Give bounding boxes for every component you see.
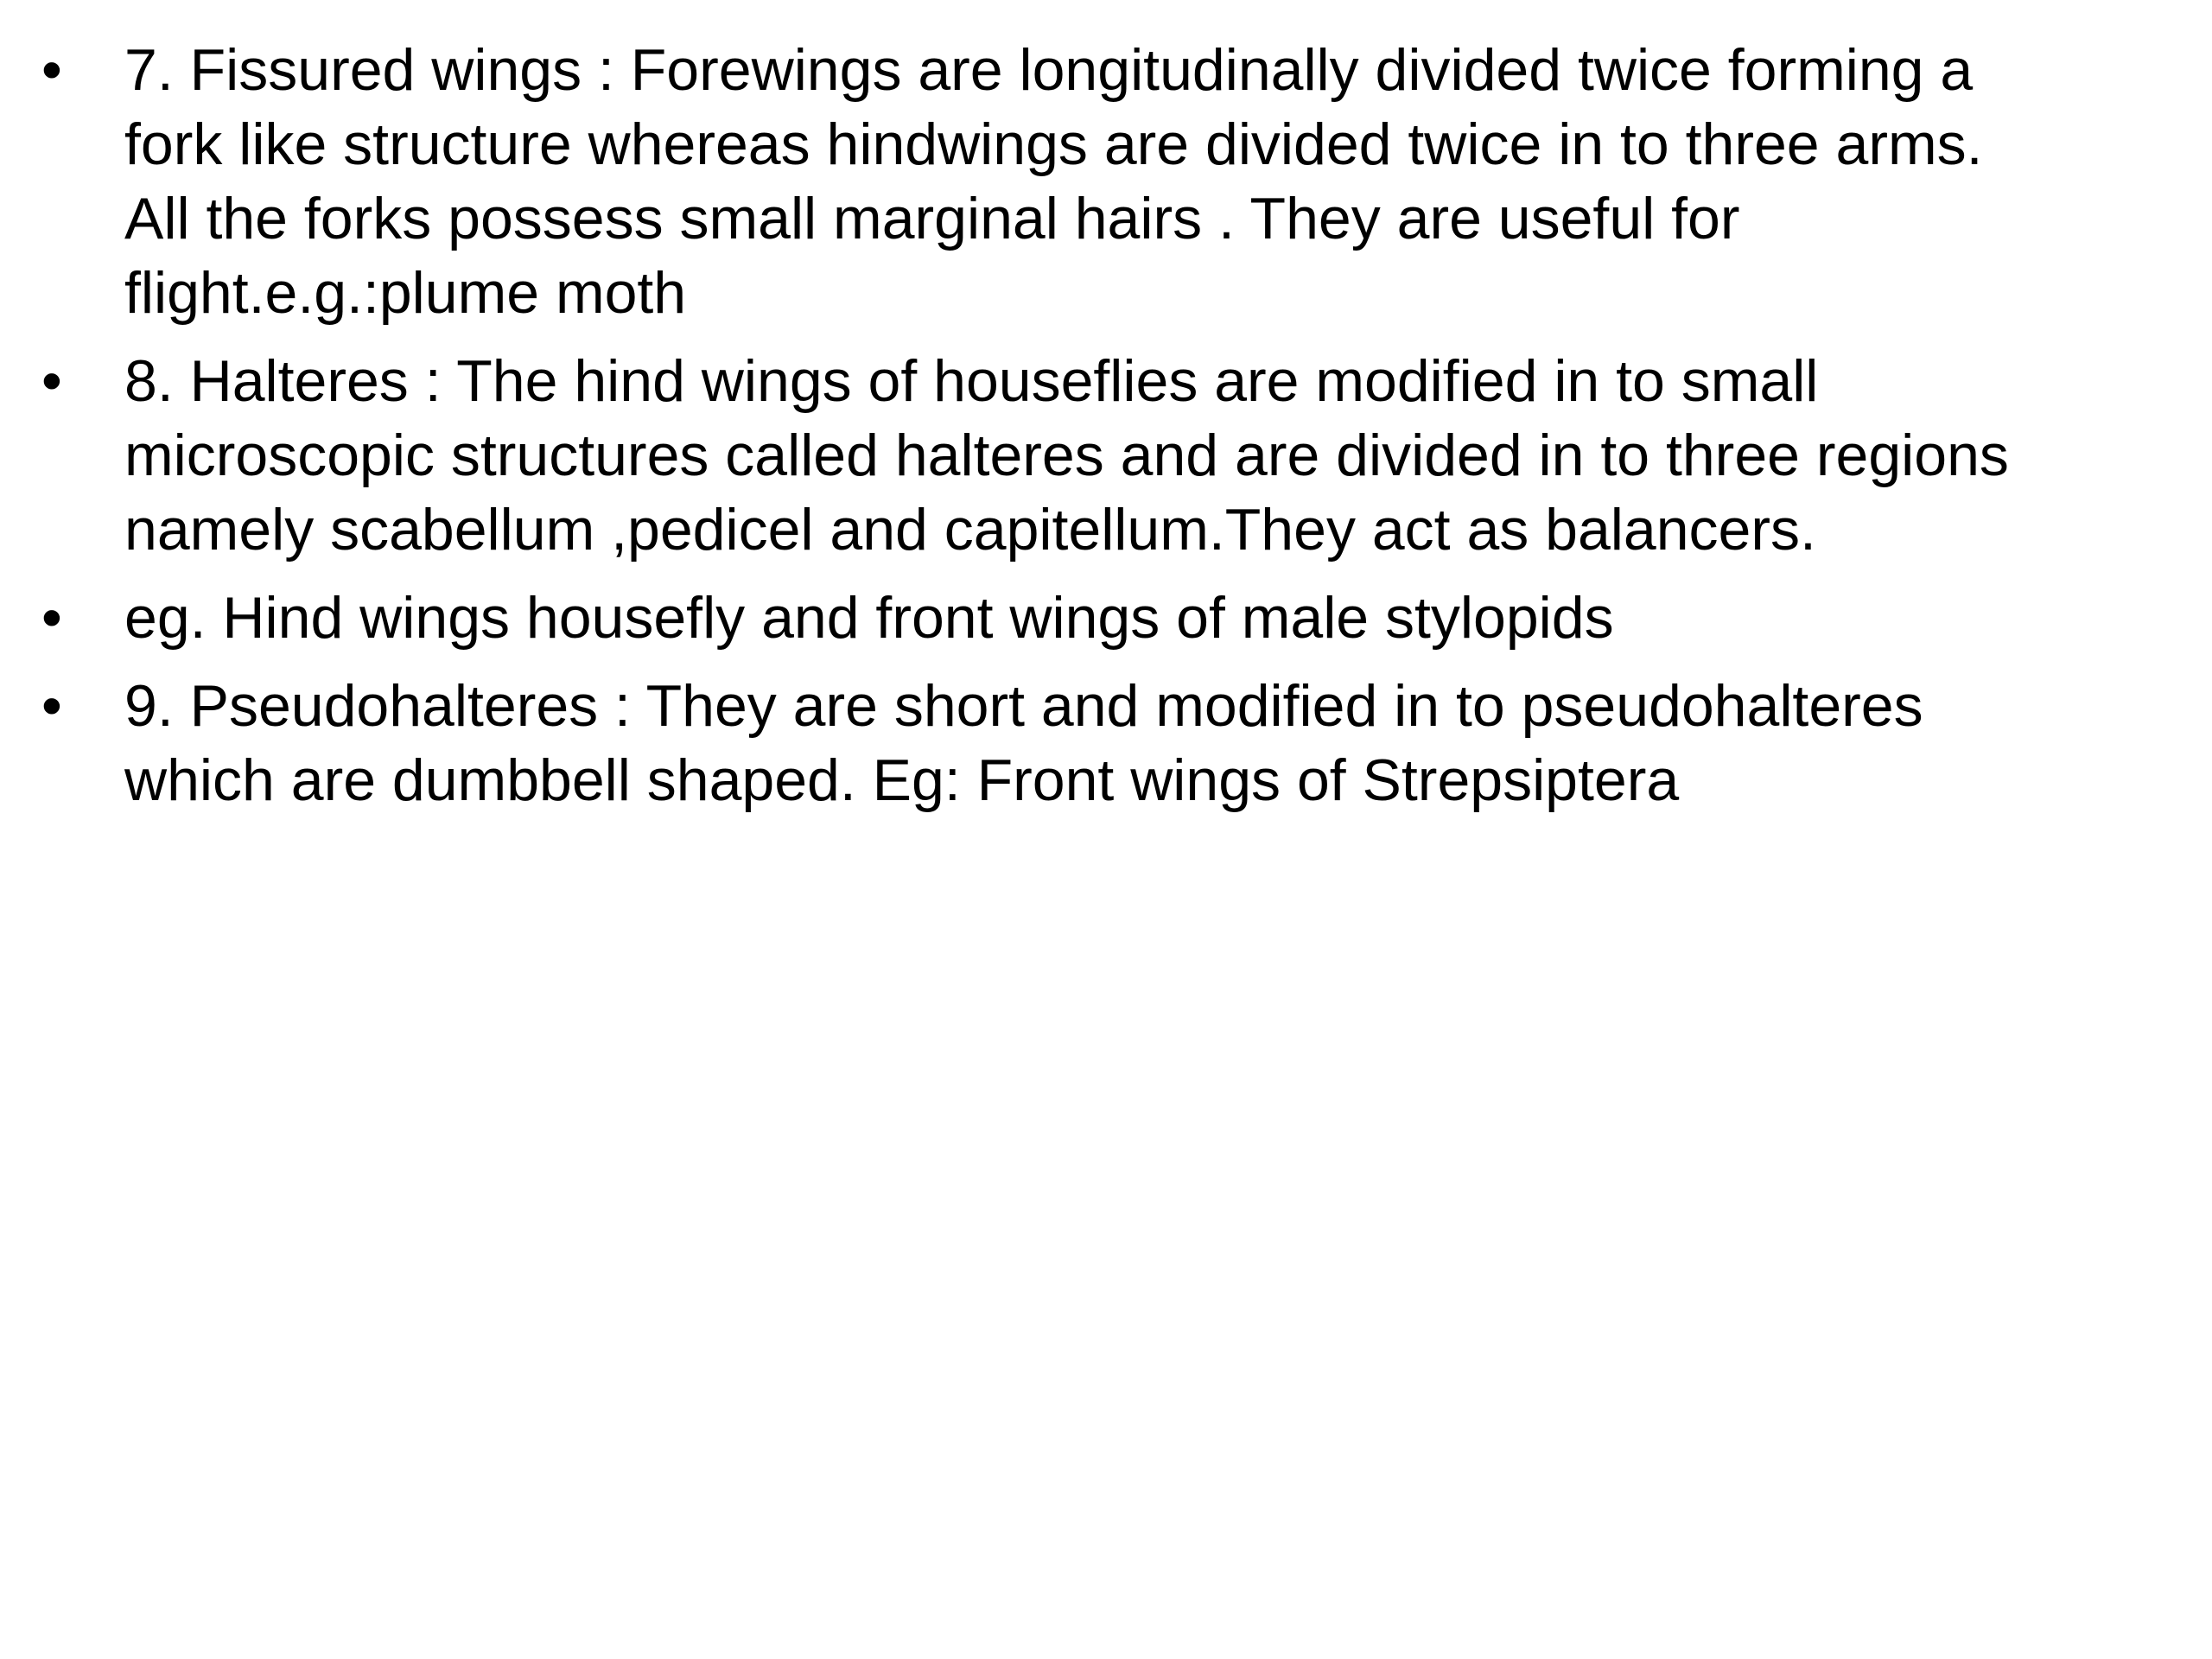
bullet-item-fissured-wings (41, 33, 2150, 330)
bullet-icon: • (41, 673, 62, 739)
bullet-text-line: fork like structure whereas hindwings are divided twice in to three arms. (124, 111, 1983, 177)
bullet-text-line: which are dumbbell shaped. Eg: Front wings of Strepsiptera (124, 747, 1680, 813)
bullet-text-line: namely scabellum ,pedicel and capitellum.They act as balancers. (124, 497, 1816, 563)
bullet-item-example (41, 581, 2150, 655)
bullet-item-pseudohalteres (41, 669, 2150, 817)
bullet-icon: • (41, 37, 62, 103)
bullet-text-line: 8. Halteres : The hind wings of houseflies are modified in to small (124, 348, 1819, 414)
bullet-text-line: 7. Fissured wings : Forewings are longitudinally divided twice forming a (124, 37, 1974, 103)
bullet-icon: • (41, 348, 62, 414)
bullet-item-halteres (41, 344, 2150, 567)
bullet-list (41, 33, 2150, 831)
bullet-text-line: eg. Hind wings housefly and front wings of male stylopids (124, 585, 1614, 651)
bullet-text-line: microscopic structures called halteres and are divided in to three regions (124, 423, 2009, 488)
bullet-icon: • (41, 585, 62, 651)
bullet-text-line: 9. Pseudohalteres : They are short and modified in to pseudohalteres (124, 673, 1923, 739)
bullet-text-line: flight.e.g.:plume moth (124, 260, 687, 326)
bullet-text-line: All the forks possess small marginal hairs . They are useful for (124, 186, 1740, 251)
